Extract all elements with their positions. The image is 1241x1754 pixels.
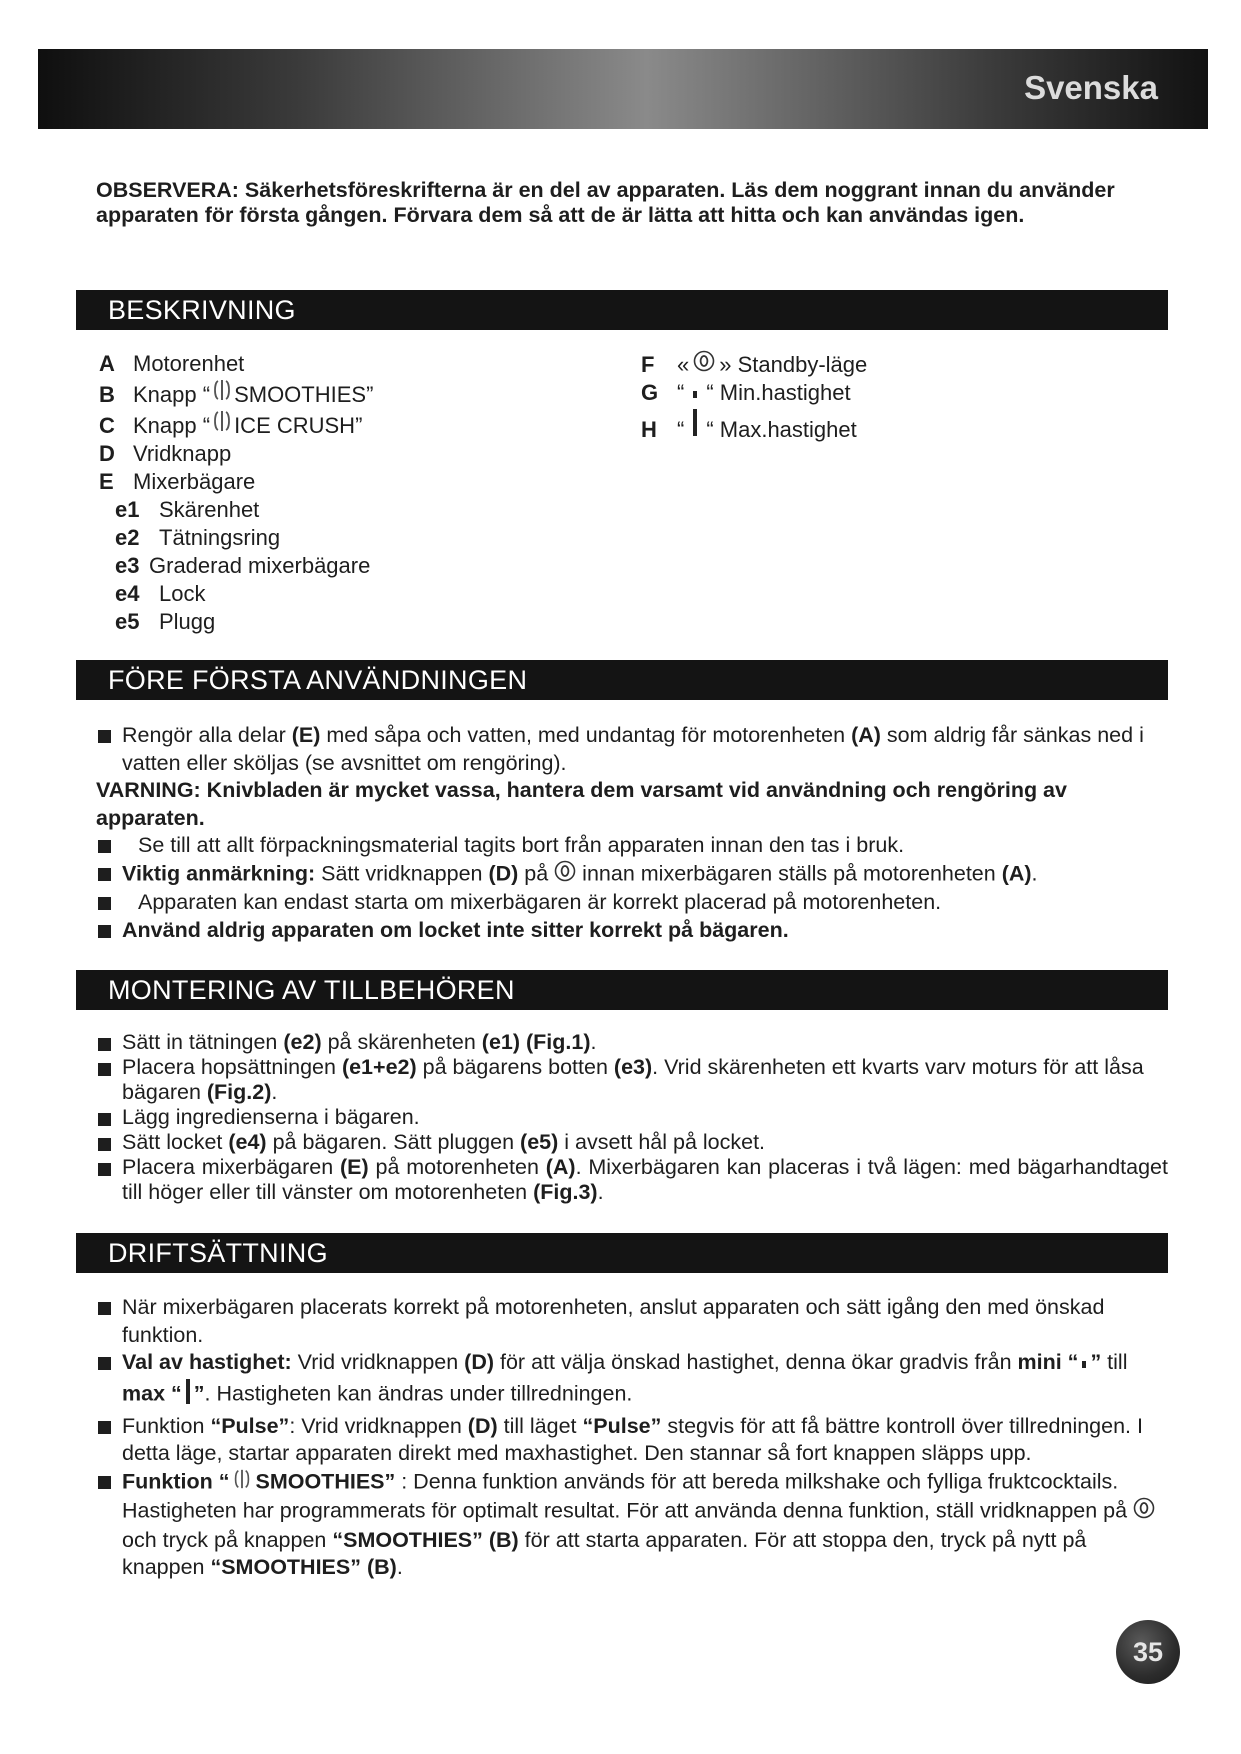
- bullet: [98, 1063, 111, 1076]
- desc-key: F: [641, 352, 655, 377]
- header-band: [38, 49, 1208, 129]
- bullet: [98, 1113, 111, 1126]
- desc-item-e4: [99, 580, 373, 608]
- section-title-fore: FÖRE FÖRSTA ANVÄNDNINGEN: [76, 660, 1168, 700]
- desc-label: «: [677, 352, 690, 377]
- ice-crush-icon: [210, 409, 234, 440]
- max-speed-icon: [692, 407, 698, 444]
- desc-key: e3: [115, 553, 140, 578]
- desc-item-a: [99, 350, 373, 378]
- desc-label: “: [677, 380, 685, 405]
- section-title-beskrivning: BESKRIVNING: [76, 290, 1168, 330]
- desc-label: Knapp “: [133, 382, 211, 407]
- min-speed-icon: [692, 379, 698, 407]
- page-number-badge: 35: [1116, 1620, 1180, 1684]
- desc-item-b: [99, 378, 373, 409]
- min-speed-icon: [1081, 1350, 1087, 1378]
- smoothie-icon: [231, 1468, 253, 1498]
- bullet: [98, 1357, 111, 1370]
- list-item: Viktig anmärkning: Sätt vridknappen (D) på innan mixerbägaren ställs på motorenheten (A).: [96, 860, 1168, 890]
- desc-label: Plugg: [159, 609, 216, 634]
- list-item: Sätt locket (e4) på bägaren. Sätt pluggen (e5) i avsett hål på locket.: [96, 1130, 1168, 1155]
- intro-notice: OBSERVERA: Säkerhetsföreskrifterna är en del av apparaten. Läs dem noggrant innan du använder apparaten för första gången. Förvara dem så att de är lätta att hitta och kan användas igen.: [96, 178, 1115, 227]
- list-item: Se till att allt förpackningsmaterial tagits bort från apparaten innan den tas i bruk.: [96, 832, 1168, 860]
- montering-section: [96, 1030, 1168, 1205]
- desc-key: A: [99, 351, 115, 376]
- bullet: [98, 1421, 111, 1434]
- desc-label: Vridknapp: [133, 441, 232, 466]
- bullet: [98, 1476, 111, 1489]
- desc-item-c: [99, 409, 373, 440]
- desc-item-e2: [99, 524, 373, 552]
- bullet: [98, 1163, 111, 1176]
- desc-label: “: [677, 417, 685, 442]
- desc-label: Knapp “: [133, 413, 211, 438]
- section-title-montering: MONTERING AV TILLBEHÖREN: [76, 970, 1168, 1010]
- desc-item-e: [99, 468, 373, 496]
- bullet: [98, 840, 111, 853]
- desc-item-e5: [99, 608, 373, 636]
- list-item: Sätt in tätningen (e2) på skärenheten (e1) (Fig.1).: [96, 1030, 1168, 1055]
- list-item: När mixerbägaren placerats korrekt på motorenheten, anslut apparaten och sätt igång den med önskad funktion.: [96, 1294, 1168, 1349]
- desc-item-h: [641, 407, 867, 444]
- list-item: Apparaten kan endast starta om mixerbägaren är korrekt placerad på motorenheten.: [96, 889, 1168, 917]
- desc-key: G: [641, 380, 659, 405]
- desc-label: » Standby-läge: [719, 352, 868, 377]
- desc-label: Mixerbägare: [133, 469, 256, 494]
- list-item: Lägg ingredienserna i bägaren.: [96, 1105, 1168, 1130]
- desc-label: Motorenhet: [133, 351, 245, 376]
- desc-key: e4: [115, 581, 140, 606]
- desc-key: H: [641, 417, 657, 442]
- description-list-left: [99, 350, 373, 636]
- standby-zero-icon: [554, 860, 576, 890]
- desc-key: e5: [115, 609, 140, 634]
- desc-item-d: [99, 440, 373, 468]
- desc-label: SMOOTHIES”: [234, 382, 374, 407]
- description-list-right: [641, 350, 867, 444]
- desc-item-f: [641, 350, 867, 379]
- section-title-drift: DRIFTSÄTTNING: [76, 1233, 1168, 1273]
- fore-section: [96, 722, 1168, 944]
- desc-label: Tätningsring: [159, 525, 281, 550]
- desc-label: Skärenhet: [159, 497, 260, 522]
- standby-zero-icon: [693, 350, 715, 379]
- list-item: Använd aldrig apparaten om locket inte sitter korrekt på bägaren.: [96, 917, 1168, 945]
- list-item: Rengör alla delar (E) med såpa och vatten, med undantag för motorenheten (A) som aldrig får sänkas ned i vatten eller sköljas (se avsnittet om rengöring).: [96, 722, 1168, 777]
- list-item: Funktion “Pulse”: Vrid vridknappen (D) till läget “Pulse” stegvis för att få bättre kontroll över tillredningen. I detta läge, startar apparaten direkt med maxhastighet. Den stannar så fort knappen släpps upp.: [96, 1413, 1168, 1468]
- bullet: [98, 1038, 111, 1051]
- max-speed-icon: [185, 1377, 191, 1413]
- list-item: Placera mixerbägaren (E) på motorenheten (A). Mixerbägaren kan placeras i två lägen: med bägarhandtaget till höger eller till vänster om motorenheten (Fig.3).: [96, 1155, 1168, 1205]
- list-item: Val av hastighet: Vrid vridknappen (D) för att välja önskad hastighet, denna ökar gradvis från mini “ ” till max “ ”. Hastigheten kan ändras under tillredningen.: [96, 1349, 1168, 1413]
- smoothie-icon: [210, 378, 234, 409]
- warning-text: VARNING: Knivbladen är mycket vassa, hantera dem varsamt vid användning och rengöring av apparaten.: [96, 778, 1067, 830]
- desc-label: “ Min.hastighet: [706, 380, 851, 405]
- language-label: Svenska: [1024, 69, 1158, 106]
- bullet: [98, 730, 111, 743]
- desc-label: Graderad mixerbägare: [149, 553, 371, 578]
- desc-key: D: [99, 441, 115, 466]
- standby-zero-icon: [1133, 1497, 1155, 1527]
- desc-label: Lock: [159, 581, 206, 606]
- drift-section: [96, 1294, 1168, 1582]
- list-item: Funktion “ SMOOTHIES” : Denna funktion används för att bereda milkshake och fylliga fruktcocktails. Hastigheten har programmerats för optimalt resultat. För att använda denna funktion, ställ vridknappen på och tryck på knappen “SMOOTHIES” (B) för att starta apparaten. För att stoppa den, tryck på nytt på knappen “SMOOTHIES” (B).: [96, 1468, 1168, 1582]
- desc-key: e2: [115, 525, 140, 550]
- list-item: Placera hopsättningen (e1+e2) på bägarens botten (e3). Vrid skärenheten ett kvarts varv moturs för att låsa bägaren (Fig.2).: [96, 1055, 1168, 1105]
- bullet: [98, 1138, 111, 1151]
- desc-item-e1: [99, 496, 373, 524]
- desc-key: B: [99, 382, 115, 407]
- desc-key: E: [99, 469, 114, 494]
- bullet: [98, 1302, 111, 1315]
- desc-label: “ Max.hastighet: [706, 417, 857, 442]
- desc-key: e1: [115, 497, 140, 522]
- desc-label: ICE CRUSH”: [234, 413, 363, 438]
- bullet: [98, 897, 111, 910]
- desc-item-e3: [99, 552, 373, 580]
- desc-key: C: [99, 413, 115, 438]
- bullet: [98, 868, 111, 881]
- desc-item-g: [641, 379, 867, 407]
- bullet: [98, 925, 111, 938]
